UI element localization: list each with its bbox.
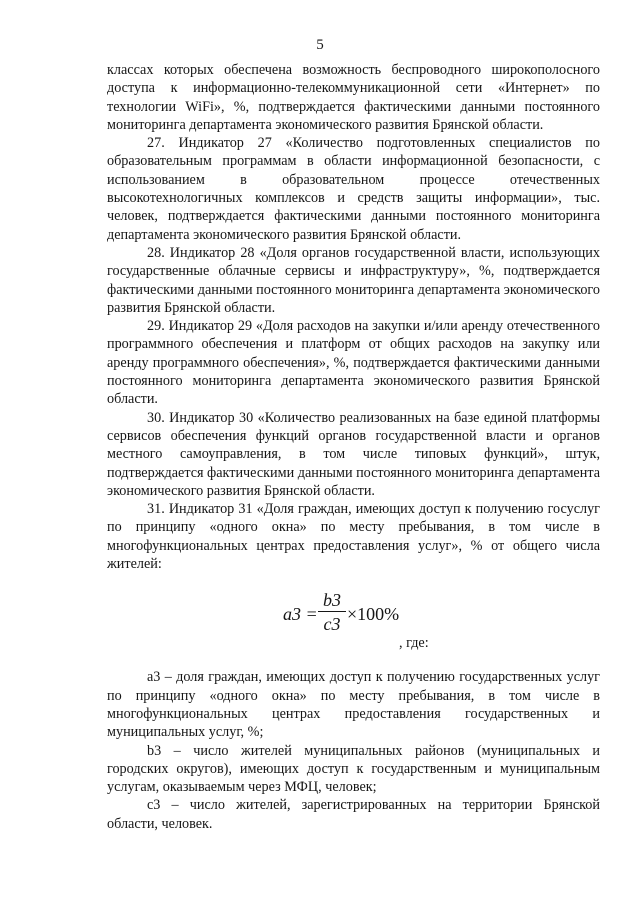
paragraph-indicator-31: 31. Индикатор 31 «Доля граждан, имеющих доступ к получению госуслуг по принципу «одного окна» по месту пребывания, в том числе в многофункциональных центрах предоставления услуг», % от общего числа жителей: — [107, 501, 600, 573]
paragraph-indicator-27: 27. Индикатор 27 «Количество подготовленных специалистов по образовательным программам в области информационной безопасности, с использованием в образовательном процессе отечественных высокотехнологичных комплексов и средств защиты информации», тыс. человек, подтверждается фактическими данными постоянного мониторинга департамента экономического развития Брянской области. — [107, 135, 600, 243]
formula-multiplier: ×100% — [347, 604, 400, 625]
definition-a3: а3 – доля граждан, имеющих доступ к получению государственных услуг по принципу «одного окна» по месту пребывания, в том числе в многофункциональных центрах предоставления государственных и муниципальных услуг, %; — [107, 669, 600, 741]
formula — [107, 590, 600, 658]
document-body — [107, 61, 600, 833]
paragraph-indicator-28: 28. Индикатор 28 «Доля органов государственной власти, использующих государственные облачные сервисы и инфраструктуру», %, подтверждается фактическими данными постоянного мониторинга департамента экономического развития Брянской области. — [107, 244, 600, 316]
definition-b3: b3 – число жителей муниципальных районов (муниципальных и городских округов), имеющих доступ к государственным и муниципальным услугам, оказываемым через МФЦ, человек; — [107, 742, 600, 796]
paragraph-indicator-30: 30. Индикатор 30 «Количество реализованных на базе единой платформы сервисов обеспечения функций органов государственной власти и органов местного самоуправления, в том числе типовых функций», штук, подтверждается фактическими данными постоянного мониторинга департамента экономического развития Брянской области. — [107, 409, 600, 499]
page-number: 5 — [316, 37, 324, 53]
formula-numerator: b3 — [323, 590, 341, 611]
paragraph-indicator-29: 29. Индикатор 29 «Доля расходов на закупки и/или аренду отечественного программного обеспечения и платформ от общих расходов на закупку или аренду программного обеспечения», %, подтверждается фактическими данными постоянного мониторинга департамента экономического развития Брянской области. — [107, 318, 600, 408]
formula-denominator: c3 — [323, 614, 341, 635]
formula-fraction — [318, 590, 346, 634]
paragraph-continuation: классах которых обеспечена возможность беспроводного широкополосного доступа к информационно-телекоммуникационной сети «Интернет» по технологии WiFi», %, подтверждается фактическими данными постоянного мониторинга департамента экономического развития Брянской области. — [107, 62, 600, 133]
fraction-bar — [318, 611, 346, 612]
definition-c3: с3 – число жителей, зарегистрированных на территории Брянской области, человек. — [107, 797, 600, 832]
formula-suffix: , где: — [399, 635, 429, 652]
formula-lhs: a3 = — [283, 604, 318, 625]
